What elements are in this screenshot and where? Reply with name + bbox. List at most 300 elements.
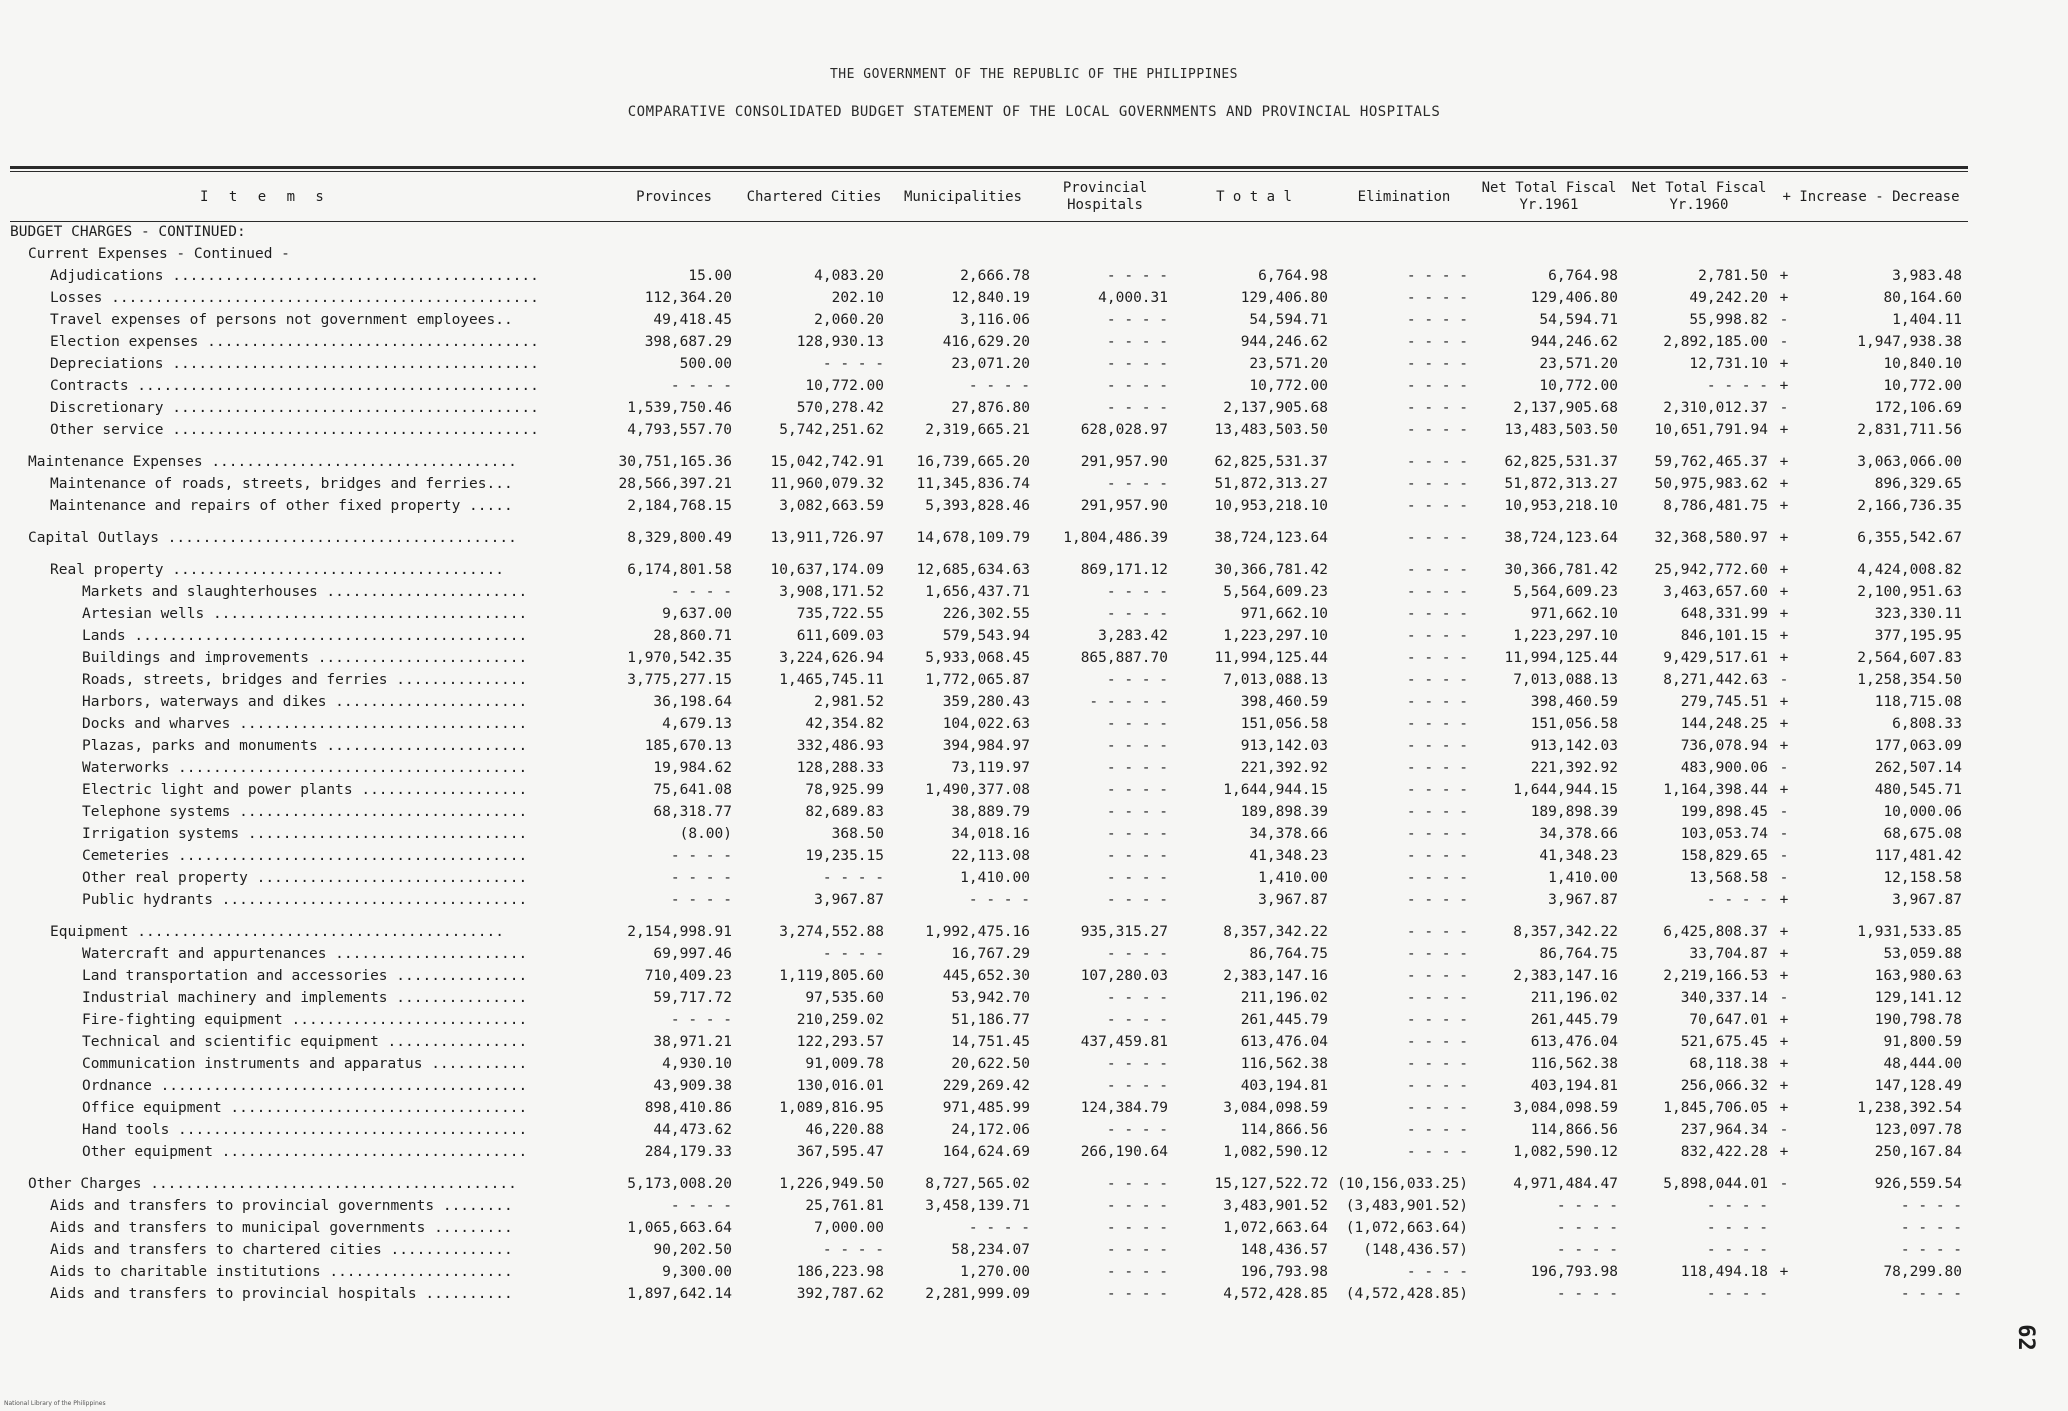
cell-provincial-hospitals: - - - - <box>1106 312 1168 328</box>
table-row <box>10 867 1968 889</box>
cell-chartered-cities: 15,042,742.91 <box>770 454 884 470</box>
cell-net-total-1960: - - - - <box>1706 892 1768 908</box>
cell-sign: + <box>1779 268 1789 284</box>
cell-chartered-cities: 392,787.62 <box>796 1286 884 1302</box>
cell-municipalities: 1,270.00 <box>960 1264 1030 1280</box>
cell-total: 30,366,781.42 <box>1214 562 1328 578</box>
cell-elimination: - - - - <box>1406 672 1468 688</box>
cell-sign: - <box>1779 312 1789 328</box>
row-label-cell <box>10 517 610 549</box>
cell-net-total-1960: 846,101.15 <box>1680 628 1768 644</box>
cell-chartered-cities: 3,224,626.94 <box>779 650 884 666</box>
cell-provincial-hospitals: - - - - <box>1106 990 1168 1006</box>
col-header-net-total-1960: Net Total Fiscal Yr.1960 <box>1631 180 1767 213</box>
table-row <box>10 1141 1968 1163</box>
cell-increase-decrease: 177,063.09 <box>1874 738 1963 754</box>
cell-total: 613,476.04 <box>1240 1034 1328 1050</box>
cell-increase-decrease: - - - - <box>1900 1286 1963 1302</box>
row-label-cell <box>10 757 610 779</box>
cell-sign <box>1774 1283 1794 1305</box>
row-label: Aids and transfers to chartered cities .............. <box>50 1242 513 1258</box>
cell-increase-decrease: 3,983.48 <box>1892 268 1963 284</box>
table-row <box>10 757 1968 779</box>
row-label: Maintenance Expenses ................................... <box>28 454 517 470</box>
cell-chartered-cities: 130,016.01 <box>796 1078 884 1094</box>
cell-total <box>1174 221 1334 243</box>
cell-net-total-1960: 521,675.45 <box>1680 1034 1768 1050</box>
cell-provinces: 6,174,801.58 <box>627 562 732 578</box>
cell-provincial-hospitals: - - - - <box>1106 738 1168 754</box>
cell-provincial-hospitals: 4,000.31 <box>1098 290 1168 306</box>
cell-net-total-1961: 114,866.56 <box>1530 1122 1618 1138</box>
cell-elimination: - - - - <box>1406 1144 1468 1160</box>
cell-chartered-cities <box>738 243 890 265</box>
cell-sign: + <box>1779 584 1789 600</box>
cell-total <box>1174 243 1334 265</box>
cell-total: 971,662.10 <box>1240 606 1328 622</box>
cell-chartered-cities: 128,288.33 <box>796 760 884 776</box>
table-row <box>10 331 1968 353</box>
cell-chartered-cities: 19,235.15 <box>805 848 884 864</box>
cell-net-total-1961: 10,953,218.10 <box>1504 498 1618 514</box>
cell-total: 8,357,342.22 <box>1223 924 1328 940</box>
table-row <box>10 243 1968 265</box>
cell-provincial-hospitals: - - - - <box>1106 356 1168 372</box>
cell-net-total-1961: 211,196.02 <box>1530 990 1618 1006</box>
cell-elimination: - - - - <box>1406 454 1468 470</box>
cell-municipalities: 34,018.16 <box>951 826 1030 842</box>
cell-municipalities: 5,933,068.45 <box>925 650 1030 666</box>
row-label-cell <box>10 845 610 867</box>
cell-provincial-hospitals: - - - - <box>1106 1176 1168 1192</box>
table-header-row <box>10 173 1968 221</box>
cell-total: 129,406.80 <box>1240 290 1328 306</box>
cell-sign: + <box>1779 650 1789 666</box>
cell-provinces: 69,997.46 <box>653 946 732 962</box>
row-label-cell <box>10 823 610 845</box>
cell-sign: + <box>1779 290 1789 306</box>
cell-municipalities: 22,113.08 <box>951 848 1030 864</box>
row-label-cell <box>10 779 610 801</box>
table-row <box>10 1075 1968 1097</box>
cell-sign <box>1774 1217 1794 1239</box>
cell-net-total-1960: 2,219,166.53 <box>1663 968 1768 984</box>
cell-sign <box>1774 1195 1794 1217</box>
row-label: Public hydrants ................................... <box>82 892 528 908</box>
table-row <box>10 581 1968 603</box>
cell-chartered-cities: 2,981.52 <box>814 694 884 710</box>
cell-net-total-1960: 832,422.28 <box>1680 1144 1768 1160</box>
row-label-cell <box>10 495 610 517</box>
cell-sign: + <box>1779 562 1789 578</box>
cell-increase-decrease: 12,158.58 <box>1883 870 1963 886</box>
cell-municipalities: 2,319,665.21 <box>925 422 1030 438</box>
cell-total: 913,142.03 <box>1240 738 1328 754</box>
table-row <box>10 1239 1968 1261</box>
cell-increase-decrease: 480,545.71 <box>1874 782 1963 798</box>
cell-chartered-cities: 25,761.81 <box>805 1198 884 1214</box>
cell-municipalities: 104,022.63 <box>942 716 1030 732</box>
cell-provinces: (8.00) <box>679 826 732 842</box>
cell-provinces: 43,909.38 <box>653 1078 732 1094</box>
cell-elimination: - - - - <box>1406 1034 1468 1050</box>
cell-total: 10,772.00 <box>1249 378 1328 394</box>
cell-provinces: - - - - <box>670 1198 732 1214</box>
cell-sign: - <box>1779 1176 1789 1192</box>
cell-provincial-hospitals: - - - - <box>1106 848 1168 864</box>
cell-provincial-hospitals: - - - - <box>1106 476 1168 492</box>
col-header-elimination: Elimination <box>1357 188 1451 205</box>
cell-provinces: - - - - <box>670 1012 732 1028</box>
cell-provinces: 30,751,165.36 <box>618 454 732 470</box>
cell-sign: + <box>1779 694 1789 710</box>
cell-elimination: - - - - <box>1406 804 1468 820</box>
cell-elimination: - - - - <box>1406 990 1468 1006</box>
table-row <box>10 1097 1968 1119</box>
cell-increase-decrease: 1,258,354.50 <box>1857 672 1963 688</box>
cell-sign: + <box>1779 924 1789 940</box>
row-label-cell <box>10 889 610 911</box>
cell-net-total-1961: - - - - <box>1556 1198 1618 1214</box>
row-label: Other service .......................................... <box>50 422 539 438</box>
table-row <box>10 943 1968 965</box>
cell-increase-decrease: 190,798.78 <box>1874 1012 1963 1028</box>
cell-elimination: - - - - <box>1406 892 1468 908</box>
cell-municipalities: 53,942.70 <box>951 990 1030 1006</box>
cell-provinces: 1,970,542.35 <box>627 650 732 666</box>
cell-total: 2,383,147.16 <box>1223 968 1328 984</box>
cell-net-total-1961: 7,013,088.13 <box>1513 672 1618 688</box>
row-label-cell <box>10 1239 610 1261</box>
cell-provincial-hospitals: 628,028.97 <box>1080 422 1168 438</box>
cell-elimination: - - - - <box>1406 1056 1468 1072</box>
cell-municipalities <box>890 221 1036 243</box>
cell-increase-decrease: 2,166,736.35 <box>1857 498 1963 514</box>
cell-municipalities: 23,071.20 <box>951 356 1030 372</box>
cell-total: 4,572,428.85 <box>1223 1286 1328 1302</box>
cell-increase-decrease: 91,800.59 <box>1883 1034 1963 1050</box>
cell-increase-decrease: 1,931,533.85 <box>1857 924 1963 940</box>
cell-municipalities: 164,624.69 <box>942 1144 1030 1160</box>
cell-chartered-cities: 2,060.20 <box>814 312 884 328</box>
cell-elimination: (4,572,428.85) <box>1345 1286 1468 1302</box>
table-row <box>10 517 1968 549</box>
cell-net-total-1960: 13,568.58 <box>1689 870 1768 886</box>
cell-provincial-hospitals: 869,171.12 <box>1080 562 1168 578</box>
cell-net-total-1961: 30,366,781.42 <box>1504 562 1618 578</box>
cell-net-total-1961: 86,764.75 <box>1539 946 1618 962</box>
cell-elimination: - - - - <box>1406 378 1468 394</box>
cell-sign: + <box>1779 738 1789 754</box>
cell-total: 7,013,088.13 <box>1223 672 1328 688</box>
cell-provinces: - - - - <box>670 584 732 600</box>
cell-total: 15,127,522.72 <box>1214 1176 1328 1192</box>
cell-municipalities: 3,458,139.71 <box>925 1198 1030 1214</box>
row-label-cell <box>10 669 610 691</box>
cell-total: 23,571.20 <box>1249 356 1328 372</box>
table-row <box>10 353 1968 375</box>
cell-provinces: 90,202.50 <box>653 1242 732 1258</box>
row-label: Hand tools ........................................ <box>82 1122 528 1138</box>
cell-municipalities: 1,410.00 <box>960 870 1030 886</box>
row-label: Other Charges .......................................... <box>28 1176 517 1192</box>
row-label: Discretionary .......................................... <box>50 400 539 416</box>
cell-chartered-cities: 202.10 <box>831 290 884 306</box>
row-label-cell <box>10 1097 610 1119</box>
cell-provinces: 38,971.21 <box>653 1034 732 1050</box>
cell-net-total-1961: 11,994,125.44 <box>1504 650 1618 666</box>
cell-provinces: 112,364.20 <box>644 290 732 306</box>
row-label-cell <box>10 243 610 265</box>
cell-net-total-1960: - - - - <box>1706 1220 1768 1236</box>
cell-elimination: - - - - <box>1406 760 1468 776</box>
row-label: Other equipment ................................... <box>82 1144 528 1160</box>
cell-net-total-1960: 736,078.94 <box>1680 738 1768 754</box>
cell-chartered-cities: 82,689.83 <box>805 804 884 820</box>
cell-net-total-1961: 8,357,342.22 <box>1513 924 1618 940</box>
cell-net-total-1961: 3,084,098.59 <box>1513 1100 1618 1116</box>
cell-provincial-hospitals: - - - - <box>1106 1198 1168 1214</box>
cell-net-total-1961: 189,898.39 <box>1530 804 1618 820</box>
cell-sign: + <box>1779 716 1789 732</box>
cell-increase-decrease: 10,000.06 <box>1883 804 1963 820</box>
top-rule-thick <box>10 166 1968 169</box>
cell-provincial-hospitals: 3,283.42 <box>1098 628 1168 644</box>
cell-net-total-1961 <box>1474 221 1624 243</box>
cell-increase-decrease: - - - - <box>1900 1198 1963 1214</box>
cell-provincial-hospitals: 935,315.27 <box>1080 924 1168 940</box>
cell-net-total-1960: 68,118.38 <box>1689 1056 1768 1072</box>
cell-provinces: 28,860.71 <box>653 628 732 644</box>
cell-provincial-hospitals: 437,459.81 <box>1080 1034 1168 1050</box>
cell-increase-decrease: 129,141.12 <box>1874 990 1963 1006</box>
cell-provincial-hospitals: - - - - <box>1106 1264 1168 1280</box>
cell-provinces: 8,329,800.49 <box>627 530 732 546</box>
cell-provinces: 1,539,750.46 <box>627 400 732 416</box>
cell-sign: + <box>1779 356 1789 372</box>
cell-sign: + <box>1779 1012 1789 1028</box>
cell-municipalities: 2,666.78 <box>960 268 1030 284</box>
cell-provincial-hospitals: - - - - <box>1106 760 1168 776</box>
cell-sign <box>1774 221 1794 243</box>
cell-net-total-1961: 221,392.92 <box>1530 760 1618 776</box>
cell-net-total-1961: 5,564,609.23 <box>1513 584 1618 600</box>
cell-elimination: - - - - <box>1406 290 1468 306</box>
cell-chartered-cities: 4,083.20 <box>814 268 884 284</box>
cell-increase-decrease: 6,355,542.67 <box>1857 530 1963 546</box>
table-row <box>10 1261 1968 1283</box>
cell-sign: + <box>1779 454 1789 470</box>
cell-elimination: - - - - <box>1406 738 1468 754</box>
row-label: Markets and slaughterhouses ....................... <box>82 584 528 600</box>
cell-sign: + <box>1779 1144 1789 1160</box>
cell-increase-decrease: 163,980.63 <box>1874 968 1963 984</box>
row-label-cell <box>10 801 610 823</box>
cell-sign: + <box>1779 498 1789 514</box>
cell-total: 1,072,663.64 <box>1223 1220 1328 1236</box>
cell-net-total-1961: 10,772.00 <box>1539 378 1618 394</box>
cell-elimination: - - - - <box>1406 870 1468 886</box>
cell-municipalities: 1,772,065.87 <box>925 672 1030 688</box>
cell-chartered-cities: 332,486.93 <box>796 738 884 754</box>
cell-chartered-cities: 611,609.03 <box>796 628 884 644</box>
cell-sign: + <box>1779 1056 1789 1072</box>
cell-elimination: - - - - <box>1406 650 1468 666</box>
cell-net-total-1960: 2,310,012.37 <box>1663 400 1768 416</box>
row-label-cell <box>10 287 610 309</box>
row-label-cell <box>10 625 610 647</box>
cell-increase-decrease: 2,831,711.56 <box>1857 422 1963 438</box>
cell-provinces: 75,641.08 <box>653 782 732 798</box>
cell-net-total-1960: 2,781.50 <box>1698 268 1768 284</box>
cell-provinces: 2,154,998.91 <box>627 924 732 940</box>
cell-total: 211,196.02 <box>1240 990 1328 1006</box>
table-row <box>10 1283 1968 1305</box>
row-label-cell <box>10 1195 610 1217</box>
cell-elimination <box>1334 243 1474 265</box>
row-label-cell <box>10 1075 610 1097</box>
cell-increase-decrease: 2,100,951.63 <box>1857 584 1963 600</box>
row-label: Roads, streets, bridges and ferries ............... <box>82 672 528 688</box>
cell-net-total-1960 <box>1624 243 1774 265</box>
row-label-cell <box>10 441 610 473</box>
row-label: Travel expenses of persons not government employees.. <box>50 312 513 328</box>
cell-chartered-cities: 368.50 <box>831 826 884 842</box>
table-row <box>10 713 1968 735</box>
table-row <box>10 495 1968 517</box>
cell-chartered-cities: 186,223.98 <box>796 1264 884 1280</box>
cell-net-total-1960: 279,745.51 <box>1680 694 1768 710</box>
cell-chartered-cities: 42,354.82 <box>805 716 884 732</box>
cell-total: 1,223,297.10 <box>1223 628 1328 644</box>
cell-provinces: - - - - <box>670 848 732 864</box>
row-label-cell <box>10 691 610 713</box>
cell-municipalities: 416,629.20 <box>942 334 1030 350</box>
cell-total: 86,764.75 <box>1249 946 1328 962</box>
cell-provincial-hospitals: - - - - <box>1106 1242 1168 1258</box>
row-label: Cemeteries ........................................ <box>82 848 528 864</box>
cell-net-total-1960: 256,066.32 <box>1680 1078 1768 1094</box>
cell-net-total-1961: 1,082,590.12 <box>1513 1144 1618 1160</box>
cell-net-total-1960: 9,429,517.61 <box>1663 650 1768 666</box>
cell-net-total-1960: 6,425,808.37 <box>1663 924 1768 940</box>
cell-total: 3,084,098.59 <box>1223 1100 1328 1116</box>
cell-provinces: 19,984.62 <box>653 760 732 776</box>
cell-provincial-hospitals: 1,804,486.39 <box>1063 530 1168 546</box>
cell-chartered-cities: 46,220.88 <box>805 1122 884 1138</box>
cell-provinces: 9,637.00 <box>662 606 732 622</box>
row-label: Equipment .......................................... <box>50 924 504 940</box>
cell-provinces: 5,173,008.20 <box>627 1176 732 1192</box>
cell-chartered-cities: 78,925.99 <box>805 782 884 798</box>
table-row <box>10 669 1968 691</box>
cell-total: 148,436.57 <box>1240 1242 1328 1258</box>
cell-increase-decrease: 250,167.84 <box>1874 1144 1963 1160</box>
row-label: Contracts .............................................. <box>50 378 539 394</box>
cell-sign: + <box>1779 628 1789 644</box>
table-row <box>10 1119 1968 1141</box>
row-label-cell <box>10 647 610 669</box>
cell-total: 116,562.38 <box>1240 1056 1328 1072</box>
cell-total: 62,825,531.37 <box>1214 454 1328 470</box>
cell-sign: + <box>1779 892 1789 908</box>
cell-net-total-1960: 118,494.18 <box>1680 1264 1768 1280</box>
cell-elimination: - - - - <box>1406 1122 1468 1138</box>
cell-provincial-hospitals: - - - - <box>1106 334 1168 350</box>
cell-chartered-cities: 5,742,251.62 <box>779 422 884 438</box>
cell-municipalities: 14,751.45 <box>951 1034 1030 1050</box>
cell-elimination: - - - - <box>1406 334 1468 350</box>
col-header-municipalities: Municipalities <box>903 188 1022 205</box>
cell-provincial-hospitals <box>1036 243 1174 265</box>
table-row <box>10 1217 1968 1239</box>
cell-provincial-hospitals: 124,384.79 <box>1080 1100 1168 1116</box>
cell-sign: + <box>1779 782 1789 798</box>
cell-provinces: 4,930.10 <box>662 1056 732 1072</box>
row-label: Other real property ............................... <box>82 870 528 886</box>
cell-municipalities: 971,485.99 <box>942 1100 1030 1116</box>
cell-municipalities: 73,119.97 <box>951 760 1030 776</box>
cell-elimination: - - - - <box>1406 400 1468 416</box>
cell-net-total-1961: 129,406.80 <box>1530 290 1618 306</box>
cell-elimination: - - - - <box>1406 268 1468 284</box>
cell-net-total-1961: 1,410.00 <box>1548 870 1618 886</box>
cell-elimination: - - - - <box>1406 562 1468 578</box>
row-label: Aids and transfers to provincial hospitals .......... <box>50 1286 513 1302</box>
row-label-cell <box>10 943 610 965</box>
cell-sign: - <box>1779 760 1789 776</box>
cell-municipalities: 3,116.06 <box>960 312 1030 328</box>
row-label: Land transportation and accessories ............... <box>82 968 528 984</box>
cell-total: 5,564,609.23 <box>1223 584 1328 600</box>
cell-provinces: 500.00 <box>679 356 732 372</box>
cell-elimination: - - - - <box>1406 968 1468 984</box>
cell-elimination: (10,156,033.25) <box>1337 1176 1468 1192</box>
cell-increase-decrease: 172,106.69 <box>1874 400 1963 416</box>
cell-increase-decrease: 926,559.54 <box>1874 1176 1963 1192</box>
cell-net-total-1961: 403,194.81 <box>1530 1078 1618 1094</box>
cell-chartered-cities: 128,930.13 <box>796 334 884 350</box>
cell-net-total-1961: 3,967.87 <box>1548 892 1618 908</box>
cell-provinces: - - - - <box>670 892 732 908</box>
cell-increase-decrease: 78,299.80 <box>1883 1264 1963 1280</box>
cell-municipalities: - - - - <box>968 892 1030 908</box>
cell-net-total-1961: 23,571.20 <box>1539 356 1618 372</box>
cell-provincial-hospitals: - - - - - <box>1089 694 1168 710</box>
row-label-cell <box>10 265 610 287</box>
cell-total: 3,483,901.52 <box>1223 1198 1328 1214</box>
table-row <box>10 1009 1968 1031</box>
cell-municipalities: 38,889.79 <box>951 804 1030 820</box>
cell-provincial-hospitals: - - - - <box>1106 672 1168 688</box>
cell-provinces: 398,687.29 <box>644 334 732 350</box>
document-header-line1: THE GOVERNMENT OF THE REPUBLIC OF THE PHILIPPINES <box>829 67 1238 82</box>
cell-increase-decrease: 48,444.00 <box>1883 1056 1963 1072</box>
cell-provincial-hospitals: - - - - <box>1106 1286 1168 1302</box>
cell-elimination: - - - - <box>1406 826 1468 842</box>
cell-net-total-1960: 5,898,044.01 <box>1663 1176 1768 1192</box>
cell-chartered-cities: - - - - <box>822 356 884 372</box>
cell-net-total-1960: 55,998.82 <box>1689 312 1768 328</box>
table-row <box>10 309 1968 331</box>
cell-provincial-hospitals: - - - - <box>1106 870 1168 886</box>
cell-municipalities: 1,992,475.16 <box>925 924 1030 940</box>
row-label-cell <box>10 331 610 353</box>
cell-provincial-hospitals: - - - - <box>1106 1078 1168 1094</box>
cell-net-total-1960: 50,975,983.62 <box>1654 476 1768 492</box>
cell-increase-decrease: 118,715.08 <box>1874 694 1963 710</box>
cell-provincial-hospitals: - - - - <box>1106 716 1168 732</box>
